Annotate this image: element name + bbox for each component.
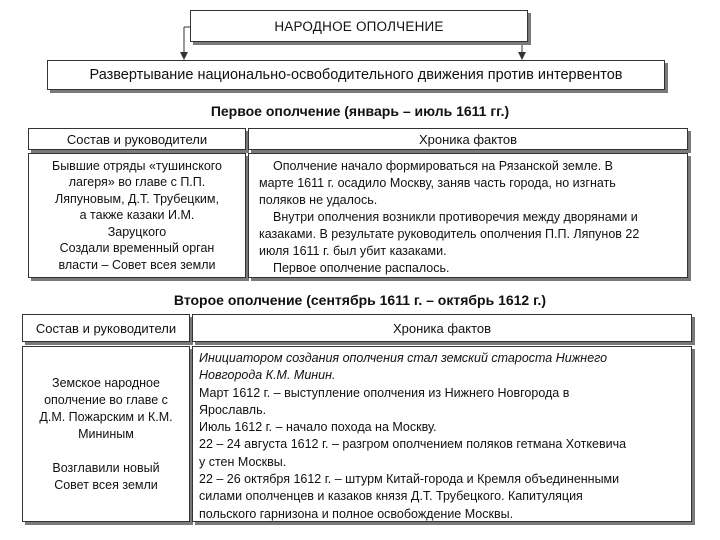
first-chronicle-line: поляков не удалось. (259, 193, 378, 207)
second-composition-cell (22, 346, 190, 522)
subtitle: Развертывание национально-освободительного движения против интервентов (47, 60, 665, 90)
second-chronicle-line: Ярославль. (199, 402, 267, 417)
page-title: НАРОДНОЕ ОПОЛЧЕНИЕ (190, 10, 528, 42)
second-chronicle-line: Новгорода К.М. Минин. (199, 368, 336, 383)
second-chronicle-line: 22 – 26 октября 1612 г. – штурм Китай-города и Кремля объединенными (199, 472, 620, 487)
first-col-header-chronicle: Хроника фактов (248, 128, 688, 150)
second-militia-heading: Второе ополчение (сентябрь 1611 г. – октябрь 1612 г.) (173, 292, 547, 308)
first-chronicle-line: Первое ополчение распалось. (273, 261, 450, 275)
first-chronicle-line: Внутри ополчения возникли противоречия между дворянами и (273, 210, 638, 224)
second-chronicle-line: Инициатором создания ополчения стал земский староста Нижнего (199, 351, 608, 365)
second-composition-line: Мининым (78, 426, 134, 441)
first-militia-heading: Первое ополчение (январь – июль 1611 гг.) (210, 103, 510, 119)
first-chronicle-line: марте 1611 г. осадило Москву, заняв часть города, но изгнать (259, 176, 616, 190)
second-composition-line: Совет всея земли (54, 477, 158, 492)
second-chronicle-line: 22 – 24 августа 1612 г. – разгром ополчением поляков гетмана Хоткевича (199, 437, 627, 452)
second-chronicle-line: польского гарнизона и полное освобождение Москвы. (199, 506, 514, 521)
second-composition-line: Земское народное (52, 375, 160, 390)
second-chronicle-cell (192, 346, 692, 522)
second-chronicle-line: у стен Москвы. (199, 454, 287, 469)
first-composition-line: а также казаки И.М. (79, 208, 195, 223)
first-chronicle-line: Ополчение начало формироваться на Рязанской земле. В (273, 159, 613, 173)
second-chronicle-line: силами ополченцев и казаков князя Д.Т. Трубецкого. Капитуляция (199, 489, 583, 504)
first-composition-line: Ляпуновым, Д.Т. Трубецким, (55, 191, 219, 206)
first-composition-line: Создали временный орган (59, 241, 215, 256)
first-chronicle-cell (248, 153, 688, 278)
second-composition-line: Д.М. Пожарским и К.М. (39, 409, 173, 424)
second-chronicle-line: Июль 1612 г. – начало похода на Москву. (199, 420, 437, 435)
second-composition-line: Возглавили новый (52, 460, 160, 475)
second-col-header-composition: Состав и руководители (22, 314, 190, 342)
first-composition-line: лагеря» во главе с П.П. (68, 175, 206, 190)
first-chronicle-line: июля 1611 г. был убит казаками. (259, 244, 447, 258)
first-composition-line: Заруцкого (107, 224, 167, 239)
first-chronicle-line: казаками. В результате руководитель ополчения П.П. Ляпунов 22 (259, 227, 640, 241)
second-chronicle-line: Март 1612 г. – выступление ополчения из Нижнего Новгорода в (199, 385, 570, 400)
first-col-header-composition: Состав и руководители (28, 128, 246, 150)
first-composition-cell (28, 153, 246, 278)
second-composition-line: ополчение во главе с (44, 392, 168, 407)
second-col-header-chronicle: Хроника фактов (192, 314, 692, 342)
spacer (39, 443, 172, 460)
first-composition-line: Бывшие отряды «тушинского (51, 158, 223, 173)
first-composition-line: власти – Совет всея земли (58, 257, 216, 272)
